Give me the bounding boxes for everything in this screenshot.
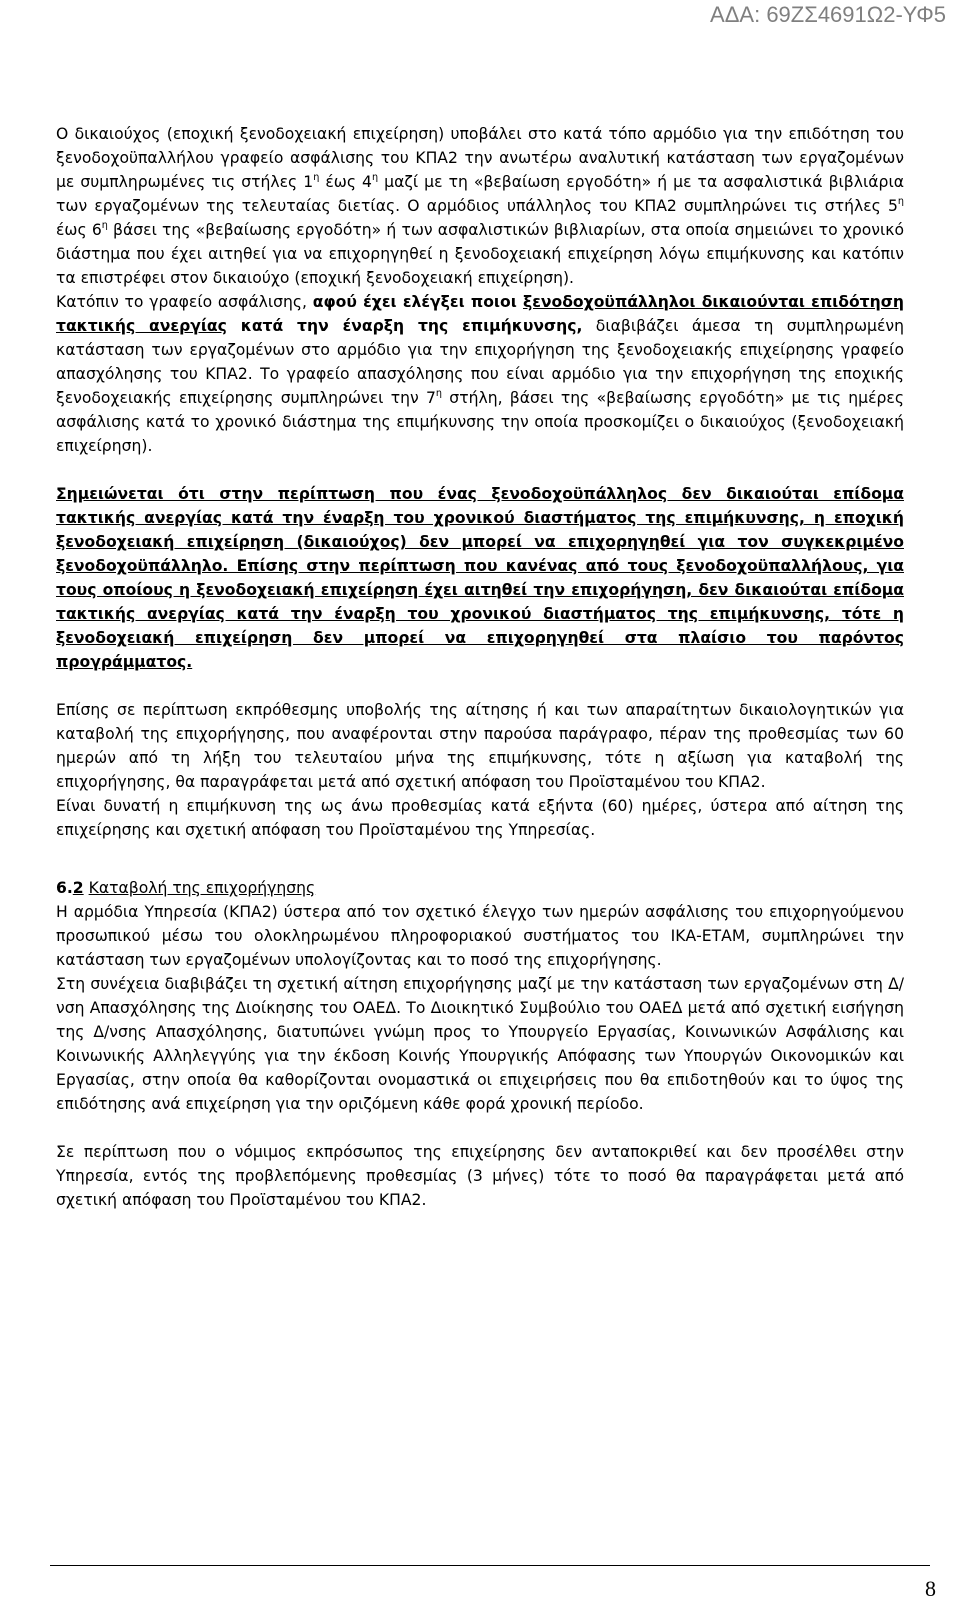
section-number: 6. bbox=[56, 879, 73, 897]
ada-code: ΑΔΑ: 69ΖΣ4691Ω2-ΥΦ5 bbox=[710, 2, 946, 27]
paragraph-submission: Ο δικαιούχος (εποχική ξενοδοχειακή επιχείρηση) υποβάλει στο κατά τόπο αρμόδιο για την επιδότηση του ξενοδοχοϋπαλλήλου γραφείο ασφάλισης του ΚΠΑ2 την ανωτέρω αναλυτική κατάσταση των εργαζομένων με συμπληρωμένες τις στήλες $1^\eta$ έως $4^\eta$ μαζί με τη «βεβαίωση εργοδότη» ή με τα ασφαλιστικά βιβλιάρια των εργαζομένων της τελευταίας διετίας. Ο αρμόδιος υπάλληλος του ΚΠΑ2 συμπληρώνει τις στήλες $5^\eta$ έως $6^\eta$ βάσει της «βεβαίωσης εργοδότη» ή των ασφαλιστικών βιβλιαρίων, στα οποία σημειώνει το χρονικό διάστημα που έχει αιτηθεί για να επιχορηγηθεί η ξενοδοχειακή επιχείρηση λόγω επιμήκυνσης και κατόπιν τα επιστρέφει στον δικαιούχο (εποχική ξενοδοχειακή επιχείρηση). bbox=[56, 125, 904, 287]
paragraph-audit: Η αρμόδια Υπηρεσία (ΚΠΑ2) ύστερα από τον σχετικό έλεγχο των ημερών ασφάλισης του επιχορηγούμενου προσωπικού μέσω του ολοκληρωμένου πληροφοριακού συστήματος του ΙΚΑ-ΕΤΑΜ, συμπληρώνει την κατάσταση των εργαζομένων υπολογίζοντας και το ποσό της επιχορήγησης. bbox=[56, 903, 904, 969]
footer-rule bbox=[50, 1565, 930, 1566]
paragraph-forwarding: Στη συνέχεια διαβιβάζει τη σχετική αίτηση επιχορήγησης μαζί με την κατάσταση των εργαζομένων στη Δ/νση Απασχόλησης της Διοίκησης του ΟΑΕΔ. Το Διοικητικό Συμβούλιο του ΟΑΕΔ μετά από σχετική εισήγηση της Δ/νσης Απασχόλησης, διατυπώνει γνώμη προς το Υπουργείο Εργασίας, Κοινωνικών Ασφάλισης και Κοινωνικής Αλληλεγγύης για την έκδοση Κοινής Υπουργικής Απόφασης των Υπουργών Οικονομικών και Εργασίας, στην οποία θα καθορίζονται ονομαστικά οι επιχειρήσεις που θα επιδοτηθούν και το ύψος της επιδότησης ανά επιχείρηση για την οριζόμενη κάθε φορά χρονική περίοδο. bbox=[56, 975, 904, 1113]
paragraph-expiry: Σε περίπτωση που ο νόμιμος εκπρόσωπος της επιχείρησης δεν ανταποκριθεί και δεν προσέλθει στην Υπηρεσία, εντός της προβλεπόμενης προθεσμίας (3 μήνες) τότε το ποσό θα παραγράφεται μετά από σχετική απόφαση του Προϊσταμένου του ΚΠΑ2. bbox=[56, 1143, 904, 1209]
document-body bbox=[56, 122, 904, 1212]
section-heading: 6.2 Καταβολή της επιχορήγησης bbox=[56, 879, 316, 897]
section-title: Καταβολή της επιχορήγησης bbox=[88, 879, 316, 897]
page-number: 8 bbox=[925, 1576, 936, 1601]
paragraph-extension: Είναι δυνατή η επιμήκυνση της ως άνω προθεσμίας κατά εξήντα (60) ημέρες, ύστερα από αίτηση της επιχείρησης και σχετική απόφαση του Προϊσταμένου της Υπηρεσίας. bbox=[56, 797, 904, 839]
paragraph-note: Σημειώνεται ότι στην περίπτωση που ένας ξενοδοχοϋπάλληλος δεν δικαιούται επίδομα τακτικής ανεργίας κατά την έναρξη του χρονικού διαστήματος της επιμήκυνσης, η εποχική ξενοδοχειακή επιχείρηση (δικαιούχος) δεν μπορεί να επιχορηγηθεί για τον συγκεκριμένο ξενοδοχοϋπάλληλο. Επίσης στην περίπτωση που κανένας από τους ξενοδοχοϋπαλλήλους, για τους οποίους η ξενοδοχειακή επιχείρηση έχει αιτηθεί την επιχορήγηση, δεν δικαιούται επίδομα τακτικής ανεργίας κατά την έναρξη του χρονικού διαστήματος της επιμήκυνσης, τότε η ξενοδοχειακή επιχείρηση δεν μπορεί να επιχορηγηθεί στα πλαίσιο του παρόντος προγράμματος. bbox=[56, 485, 904, 671]
paragraph-late-submission: Επίσης σε περίπτωση εκπρόθεσμης υποβολής της αίτησης ή και των απαραίτητων δικαιολογητικών για καταβολή της επιχορήγησης, που αναφέρονται στην παρούσα παράγραφο, πέραν της προθεσμίας των 60 ημερών από τη λήξη του τελευταίου μήνα της επιμήκυνσης, τότε η αξίωση για καταβολή της επιχορήγησης, θα παραγράφεται μετά από σχετική απόφαση του Προϊσταμένου του ΚΠΑ2. bbox=[56, 701, 904, 791]
paragraph-insurance-office: Κατόπιν το γραφείο ασφάλισης, αφού έχει ελέγξει ποιοι ξενοδοχοϋπάλληλοι δικαιούνται επιδότηση τακτικής ανεργίας κατά την έναρξη της επιμήκυνσης, διαβιβάζει άμεσα τη συμπληρωμένη κατάσταση των εργαζομένων στο αρμόδιο για την επιχορήγηση της ξενοδοχειακής επιχείρησης γραφείο απασχόλησης του ΚΠΑ2. Το γραφείο απασχόλησης που είναι αρμόδιο για την επιχορήγηση της εποχικής ξενοδοχειακής επιχείρησης συμπληρώνει την $7^\eta$ στήλη, βάσει της «βεβαίωσης εργοδότη» με τις ημέρες ασφάλισης κατά το χρονικό διάστημα της επιμήκυνσης την οποία προσκομίζει ο δικαιούχος (ξενοδοχειακή επιχείρηση). bbox=[56, 293, 904, 455]
